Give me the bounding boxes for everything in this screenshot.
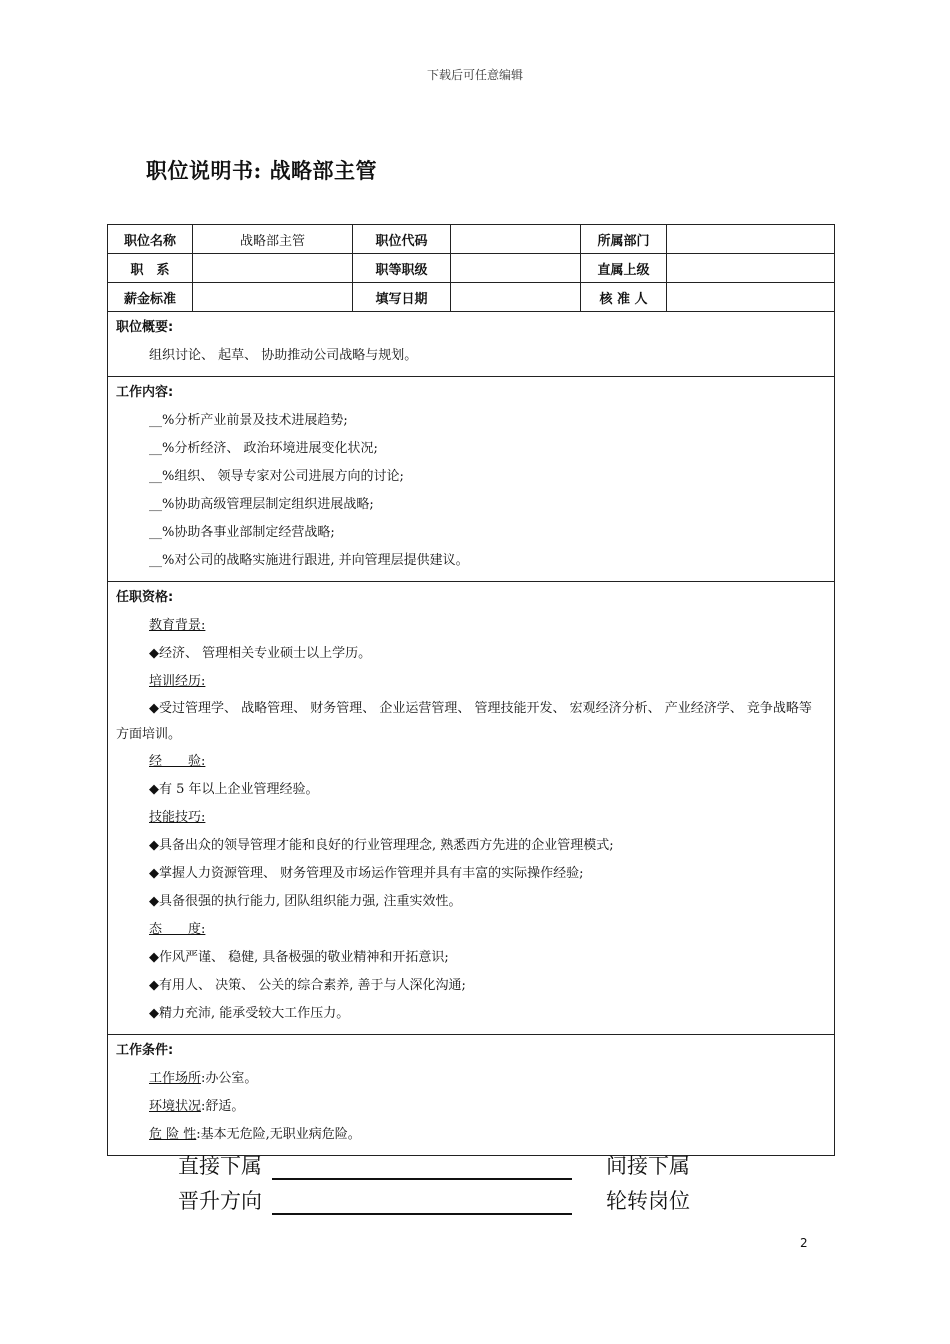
info-row-1	[108, 225, 835, 254]
attitude-item: ◆精力充沛, 能承受较大工作压力。	[149, 1006, 350, 1021]
field-label: 职位代码	[353, 225, 451, 254]
info-row-2	[108, 254, 835, 283]
field-value	[667, 283, 835, 312]
duty-item: __%对公司的战略实施进行跟进, 并向管理层提供建议。	[149, 553, 469, 568]
skill-item: ◆具备很强的执行能力, 团队组织能力强, 注重实效性。	[149, 894, 462, 909]
skills-heading	[108, 804, 834, 832]
duties-section	[108, 377, 835, 582]
duty-item: __%组织、 领导专家对公司进展方向的讨论;	[149, 469, 404, 484]
hazard-label: 危 险 性	[149, 1127, 197, 1142]
field-value	[193, 283, 353, 312]
training-label: 培训经历:	[149, 674, 206, 689]
field-label: 职 系	[108, 254, 193, 283]
conditions-title: 工作条件:	[116, 1043, 174, 1058]
place-label: 工作场所	[149, 1071, 202, 1086]
skill-item: ◆具备出众的领导管理才能和良好的行业管理理念, 熟悉西方先进的企业管理模式;	[149, 838, 614, 853]
attitude-heading	[108, 916, 834, 944]
duty-item: __%分析经济、 政治环境进展变化状况;	[149, 441, 378, 456]
duties-title: 工作内容:	[116, 385, 174, 400]
education-text: ◆经济、 管理相关专业硕士以上学历。	[149, 646, 372, 661]
field-value: 战略部主管	[193, 225, 353, 254]
overview-cell	[108, 312, 835, 377]
indirect-reports-label: 间接下属	[606, 1154, 690, 1178]
experience-text: ◆有 5 年以上企业管理经验。	[149, 782, 319, 797]
field-label: 所属部门	[581, 225, 667, 254]
training-heading	[108, 668, 834, 696]
field-value	[451, 225, 581, 254]
education-heading	[108, 612, 834, 640]
attitude-item: ◆有用人、 决策、 公关的综合素养, 善于与人深化沟通;	[149, 978, 466, 993]
job-description-table	[107, 224, 835, 1156]
training-text: ◆受过管理学、 战略管理、 财务管理、 企业运营管理、 管理技能开发、 宏观经济分析、 产业经济学、 竞争战略等方面培训。	[116, 701, 812, 742]
field-label: 职位名称	[108, 225, 193, 254]
duty-item: __%协助高级管理层制定组织进展战略;	[149, 497, 374, 512]
duty-item: __%协助各事业部制定经营战略;	[149, 525, 335, 540]
environment-line	[108, 1093, 834, 1121]
page-title: 职位说明书: 战略部主管	[146, 158, 378, 183]
qualifications-section	[108, 582, 835, 1035]
place-value: :办公室。	[201, 1071, 258, 1086]
info-row-3	[108, 283, 835, 312]
field-label: 填写日期	[353, 283, 451, 312]
qualifications-title: 任职资格:	[116, 590, 174, 605]
overview-title: 职位概要:	[116, 320, 174, 335]
rotation-label: 轮转岗位	[606, 1189, 690, 1213]
experience-heading	[108, 748, 834, 776]
page-number: 2	[800, 1236, 808, 1250]
field-label: 薪金标准	[108, 283, 193, 312]
hazard-value: :基本无危险,无职业病危险。	[196, 1127, 361, 1142]
promotion-line	[272, 1193, 572, 1215]
field-label: 直属上级	[581, 254, 667, 283]
overview-text: 组织讨论、 起草、 协助推动公司战略与规划。	[149, 348, 418, 363]
place-line	[108, 1065, 834, 1093]
experience-label: 经 验:	[149, 754, 206, 769]
attitude-label: 态 度:	[149, 922, 206, 937]
direct-reports-label: 直接下属	[178, 1154, 262, 1178]
field-value	[451, 283, 581, 312]
field-label: 职等职级	[353, 254, 451, 283]
hazard-line	[108, 1121, 834, 1149]
footer-row-1	[178, 1150, 690, 1180]
duty-item: __%分析产业前景及技术进展趋势;	[149, 413, 348, 428]
skill-item: ◆掌握人力资源管理、 财务管理及市场运作管理并具有丰富的实际操作经验;	[149, 866, 584, 881]
field-value	[193, 254, 353, 283]
conditions-cell	[108, 1035, 835, 1156]
attitude-item: ◆作风严谨、 稳健, 具备极强的敬业精神和开拓意识;	[149, 950, 449, 965]
duties-cell	[108, 377, 835, 582]
field-value	[451, 254, 581, 283]
field-label: 核 准 人	[581, 283, 667, 312]
field-value	[667, 254, 835, 283]
qualifications-cell	[108, 582, 835, 1035]
skills-label: 技能技巧:	[149, 810, 206, 825]
footer-row-2	[178, 1185, 690, 1215]
direct-reports-line	[272, 1158, 572, 1180]
conditions-section	[108, 1035, 835, 1156]
overview-section	[108, 312, 835, 377]
promotion-label: 晋升方向	[178, 1189, 262, 1213]
environment-value: :舒适。	[201, 1099, 245, 1114]
field-value	[667, 225, 835, 254]
header-note: 下载后可任意编辑	[426, 68, 523, 82]
environment-label: 环境状况	[149, 1099, 202, 1114]
education-label: 教育背景:	[149, 618, 206, 633]
